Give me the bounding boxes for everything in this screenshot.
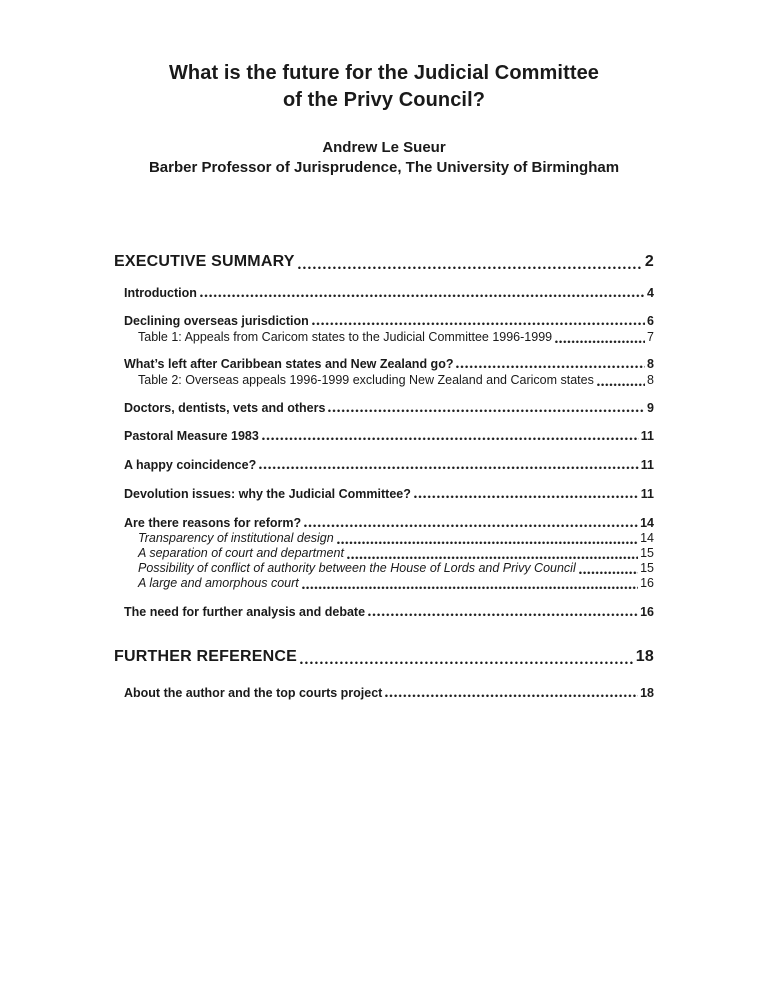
toc-row xyxy=(114,516,654,530)
dot-leader xyxy=(579,571,638,574)
dot-leader xyxy=(347,556,638,559)
dot-leader xyxy=(304,524,638,528)
toc-entry-label: What’s left after Caribbean states and New Zealand go? xyxy=(124,357,454,371)
document-title xyxy=(0,60,768,114)
toc-page-number: 14 xyxy=(640,531,654,545)
dot-leader xyxy=(302,586,638,589)
toc-row xyxy=(114,531,654,546)
toc-entry-label: Doctors, dentists, vets and others xyxy=(124,401,326,415)
dot-leader xyxy=(300,661,634,665)
dot-leader xyxy=(337,541,638,544)
toc-page-number: 11 xyxy=(640,429,654,443)
toc-row xyxy=(114,330,654,345)
toc-row xyxy=(114,546,654,561)
dot-leader xyxy=(328,409,645,413)
toc-entry-label: Table 2: Overseas appeals 1996-1999 excluding New Zealand and Caricom states xyxy=(138,373,594,387)
toc-row xyxy=(114,429,654,443)
toc-page-number: 15 xyxy=(640,546,654,560)
toc-page-number: 8 xyxy=(647,357,654,371)
dot-leader xyxy=(555,340,645,343)
toc-page-number: 18 xyxy=(635,648,654,665)
toc-row xyxy=(114,286,654,300)
toc-page-number: 11 xyxy=(640,458,654,472)
toc-entry-label: Are there reasons for reform? xyxy=(124,516,302,530)
toc-page-number: 15 xyxy=(640,561,654,575)
toc-row xyxy=(114,561,654,576)
toc-page-number: 6 xyxy=(647,314,654,328)
toc-row xyxy=(114,458,654,472)
toc-entry-label: FURTHER REFERENCE xyxy=(114,648,297,665)
toc-page-number: 11 xyxy=(640,487,654,501)
toc-entry-label: Possibility of conflict of authority between the House of Lords and Privy Council xyxy=(138,561,576,575)
dot-leader xyxy=(298,266,643,270)
toc-row xyxy=(114,487,654,501)
toc-entry-label: About the author and the top courts project xyxy=(124,686,383,700)
dot-leader xyxy=(368,613,638,617)
toc-page-number: 9 xyxy=(647,401,654,415)
dot-leader xyxy=(200,294,645,298)
toc-row xyxy=(114,686,654,700)
toc-page-number: 8 xyxy=(647,373,654,387)
toc-row xyxy=(114,357,654,371)
toc-row xyxy=(114,373,654,388)
toc-page-number: 4 xyxy=(647,286,654,300)
dot-leader xyxy=(597,383,645,386)
author-affiliation: Barber Professor of Jurisprudence, The University of Birmingham xyxy=(148,159,620,176)
toc-entry-label: Table 1: Appeals from Caricom states to the Judicial Committee 1996-1999 xyxy=(138,330,553,344)
toc-entry-label: Devolution issues: why the Judicial Committee? xyxy=(124,487,411,501)
toc-row xyxy=(114,605,654,619)
dot-leader xyxy=(385,694,638,698)
toc-row xyxy=(114,314,654,328)
toc-row xyxy=(114,576,654,591)
toc-entry-label: Declining overseas jurisdiction xyxy=(124,314,309,328)
toc-entry-label: A large and amorphous court xyxy=(138,576,299,590)
toc-page-number: 14 xyxy=(640,516,654,530)
toc-page-number: 7 xyxy=(647,330,654,344)
toc-row xyxy=(114,401,654,415)
toc-entry-label: Pastoral Measure 1983 xyxy=(124,429,259,443)
dot-leader xyxy=(259,466,639,470)
toc-page-number: 2 xyxy=(644,253,654,270)
author-name: Andrew Le Sueur xyxy=(322,139,446,156)
dot-leader xyxy=(312,322,645,326)
toc-entry-label: The need for further analysis and debate xyxy=(124,605,366,619)
toc-row xyxy=(114,252,654,272)
author-block xyxy=(0,138,768,178)
toc-entry-label: A separation of court and department xyxy=(138,546,344,560)
document-title-line-2: of the Privy Council? xyxy=(282,89,486,111)
toc-entry-label: Transparency of institutional design xyxy=(138,531,334,545)
toc-entry-label: EXECUTIVE SUMMARY xyxy=(114,253,295,270)
toc-row xyxy=(114,647,654,667)
dot-leader xyxy=(414,495,639,499)
toc-page-number: 16 xyxy=(640,605,654,619)
toc-page-number: 18 xyxy=(640,686,654,700)
table-of-contents xyxy=(114,252,654,700)
dot-leader xyxy=(262,437,639,441)
dot-leader xyxy=(456,365,645,369)
toc-entry-label: Introduction xyxy=(124,286,197,300)
toc-page-number: 16 xyxy=(640,576,654,590)
document-title-line-1: What is the future for the Judicial Committee xyxy=(168,62,600,84)
toc-entry-label: A happy coincidence? xyxy=(124,458,257,472)
